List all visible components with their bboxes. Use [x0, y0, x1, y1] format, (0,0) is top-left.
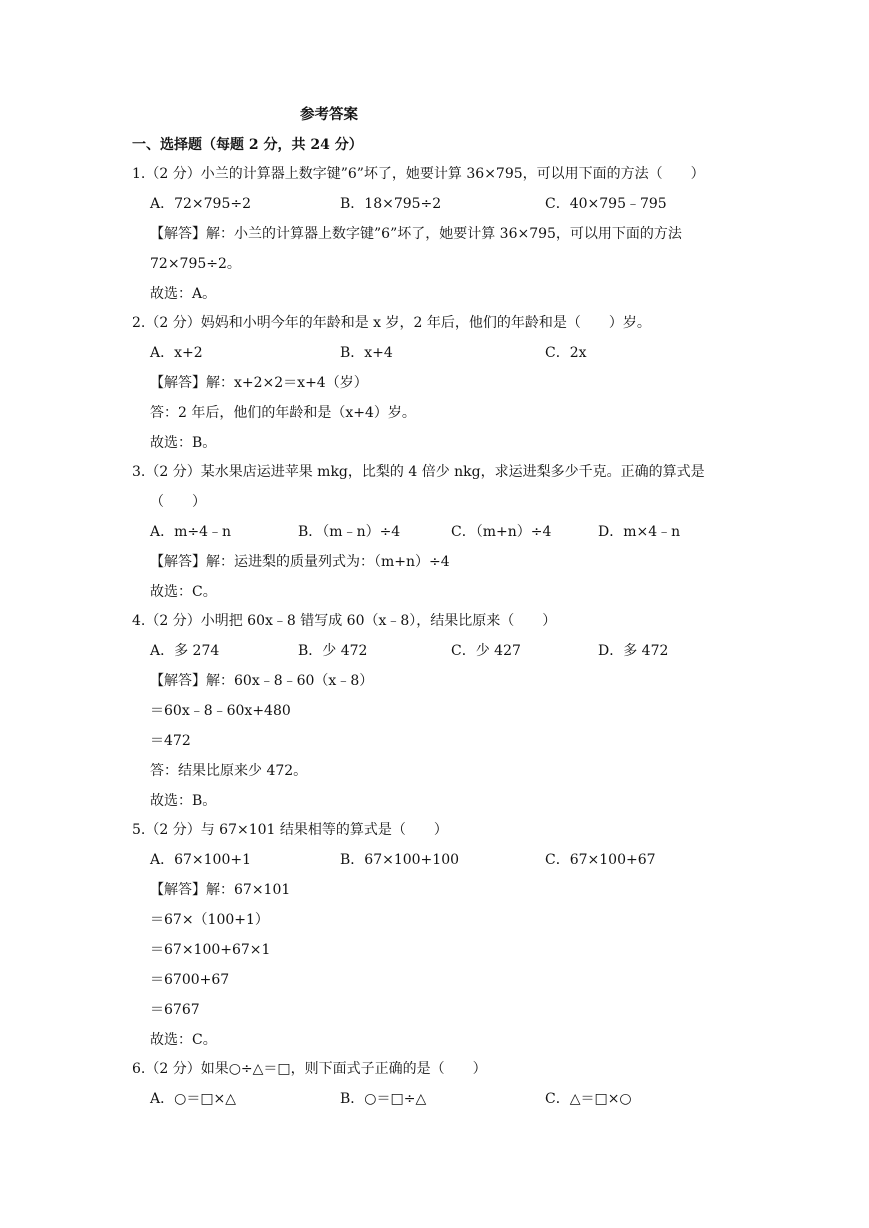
- question-3-option-c: C．（m+n）÷4: [451, 524, 552, 540]
- page-title: 参考答案: [300, 106, 358, 123]
- question-1-stem: 1.（2 分）小兰的计算器上数字键”6”坏了，她要计算 36×795，可以用下面的方法（ ）: [132, 166, 705, 182]
- question-4-step-2: ＝472: [150, 733, 191, 749]
- question-5-step-3: ＝6700+67: [150, 972, 230, 988]
- question-1-option-a: A．72×795÷2: [150, 196, 252, 212]
- question-4-option-c: C．少 427: [451, 643, 521, 659]
- question-5-option-c: C．67×100+67: [545, 852, 656, 868]
- question-4-analysis: 【解答】解：60x﹣8﹣60（x﹣8）: [150, 673, 374, 689]
- question-4-option-b: B．少 472: [298, 643, 368, 659]
- question-3-option-a: A．m÷4﹣n: [150, 524, 232, 540]
- question-6-option-c: C．△＝□×○: [545, 1091, 632, 1107]
- question-1-analysis: 【解答】解：小兰的计算器上数字键”6”坏了，她要计算 36×795，可以用下面的方法: [150, 226, 682, 242]
- question-6-stem: 6.（2 分）如果○÷△＝□，则下面式子正确的是（ ）: [132, 1061, 487, 1077]
- question-5-stem: 5.（2 分）与 67×101 结果相等的算式是（ ）: [132, 822, 448, 838]
- question-3-answer: 故选：C。: [150, 584, 217, 600]
- question-4-step-1: ＝60x﹣8﹣60x+480: [150, 703, 291, 719]
- question-5-step-2: ＝67×100+67×1: [150, 942, 271, 958]
- question-1-option-b: B．18×795÷2: [340, 196, 442, 212]
- question-4-answer: 故选：B。: [150, 793, 217, 809]
- question-3-stem: 3.（2 分）某水果店运进苹果 mkg，比梨的 4 倍少 nkg，求运进梨多少千克。正确的算式是: [132, 464, 705, 480]
- question-5-step-4: ＝6767: [150, 1002, 200, 1018]
- question-4-conclusion: 答：结果比原来少 472。: [150, 763, 308, 779]
- question-5-answer: 故选：C。: [150, 1032, 217, 1048]
- question-6-option-a: A．○＝□×△: [150, 1091, 237, 1107]
- question-3-option-d: D．m×4﹣n: [598, 524, 681, 540]
- question-6-option-b: B．○＝□÷△: [340, 1091, 427, 1107]
- question-2-option-c: C．2x: [545, 345, 587, 361]
- question-2-stem: 2.（2 分）妈妈和小明今年的年龄和是 x 岁，2 年后，他们的年龄和是（ ）岁。: [132, 315, 651, 331]
- question-2-option-a: A．x+2: [150, 345, 203, 361]
- question-2-analysis: 【解答】解：x+2×2＝x+4（岁）: [150, 375, 368, 391]
- question-5-option-a: A．67×100+1: [150, 852, 252, 868]
- question-1-answer: 故选：A。: [150, 286, 217, 302]
- question-5-option-b: B．67×100+100: [340, 852, 460, 868]
- question-5-analysis: 【解答】解：67×101: [150, 882, 291, 898]
- question-4-option-d: D．多 472: [598, 643, 669, 659]
- question-3-stem-cont: （ ）: [150, 494, 206, 510]
- question-2-analysis-cont: 答：2 年后，他们的年龄和是（x+4）岁。: [150, 405, 416, 421]
- question-4-stem: 4.（2 分）小明把 60x﹣8 错写成 60（x﹣8），结果比原来（ ）: [132, 613, 557, 629]
- question-5-step-1: ＝67×（100+1）: [150, 912, 269, 928]
- question-4-option-a: A．多 274: [150, 643, 220, 659]
- question-1-analysis-cont: 72×795÷2。: [150, 256, 241, 272]
- question-3-option-b: B．（m﹣n）÷4: [298, 524, 401, 540]
- section-heading: 一、选择题（每题 2 分，共 24 分）: [132, 137, 363, 153]
- question-2-answer: 故选：B。: [150, 435, 217, 451]
- question-1-option-c: C．40×795﹣795: [545, 196, 667, 212]
- question-3-analysis: 【解答】解：运进梨的质量列式为：（m+n）÷4: [150, 554, 450, 570]
- question-2-option-b: B．x+4: [340, 345, 393, 361]
